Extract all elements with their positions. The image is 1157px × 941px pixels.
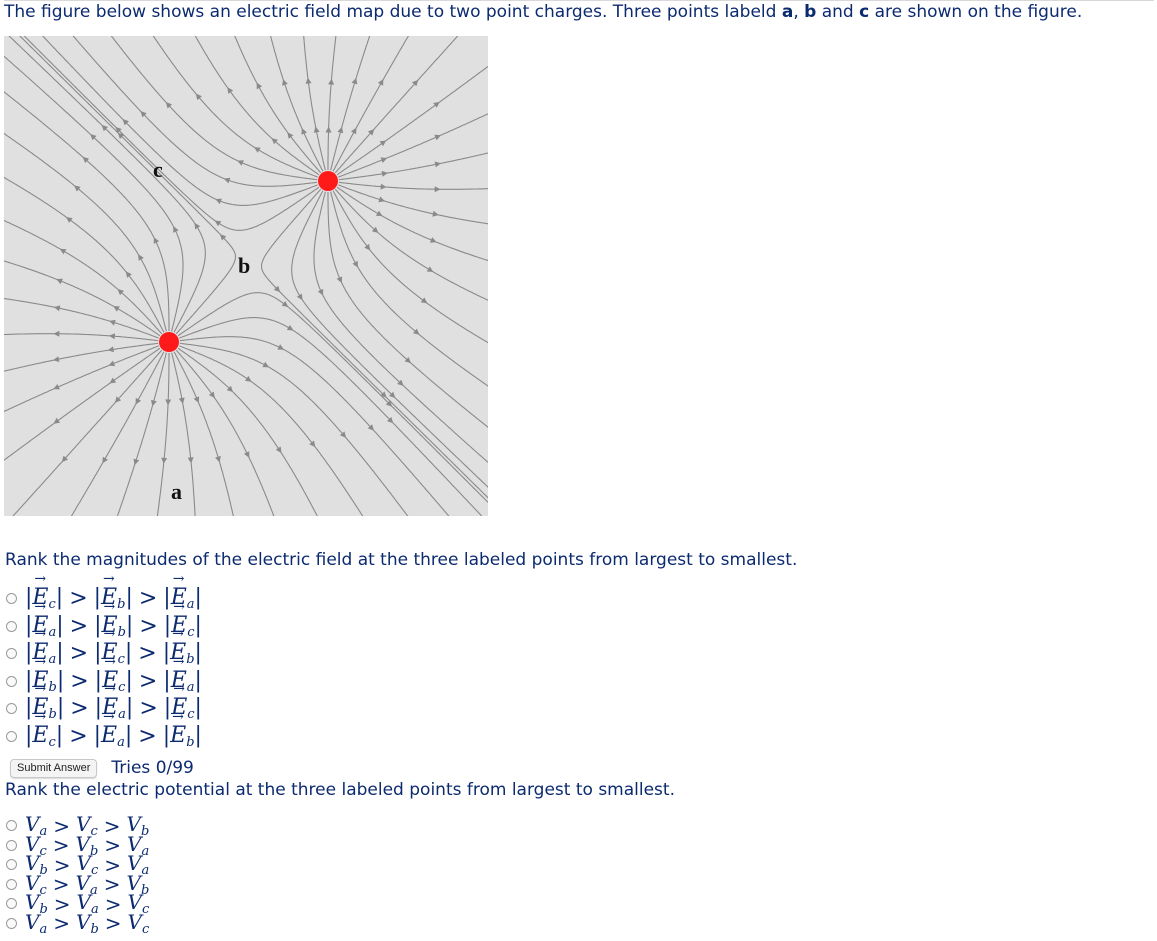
field-line [176,350,274,516]
part2-prompt: Rank the electric potential at the three labeled points from largest to smallest. [5,780,675,800]
abs-bar: | [124,722,133,748]
intro-point-b: b [804,2,817,22]
greater-than-symbol: > [69,586,88,612]
point-label-c: c [153,157,163,182]
subscript: b [186,652,195,668]
field-line [337,187,488,261]
potential-symbol: V [127,909,142,934]
subscript: c [39,843,47,859]
field-arrow [151,400,157,407]
part1-prompt: Rank the magnitudes of the electric field at the three labeled points from largest to smallest. [5,550,798,570]
abs-bar: | [93,722,102,748]
abs-bar: | [94,695,103,721]
greater-than-symbol: > [104,852,122,877]
radio-button[interactable] [6,879,17,890]
field-arrow [378,197,385,203]
radio-button[interactable] [6,840,17,851]
vector-symbol: → E [32,695,48,720]
charge-lower [159,332,179,352]
radio-button[interactable] [6,621,17,632]
abs-bar: | [25,612,33,638]
term-b [76,910,99,937]
abs-bar: | [194,640,202,666]
greater-than-symbol: > [138,668,158,694]
vector-symbol: → E [102,640,118,665]
field-line [333,191,488,344]
abs-bar: | [94,640,102,666]
field-line [4,260,160,336]
field-line [22,36,319,230]
field-arrow [224,178,231,184]
potential-symbol: V [75,870,90,895]
subscript: a [186,679,195,695]
greater-than-symbol: > [69,613,89,639]
field-arrow [53,331,59,337]
subscript: a [117,734,125,750]
greater-than-symbol: > [104,833,122,858]
subscript: c [118,679,126,695]
potential-symbol: V [126,812,141,837]
field-arrow [66,217,73,223]
potential-symbol: V [76,890,91,915]
abs-bar: | [55,722,64,748]
field-line [328,192,488,429]
field-arrow [432,211,439,217]
field-arrow [337,127,343,134]
field-line [157,353,169,516]
abs-bar: | [56,612,64,638]
field-arrow [433,102,440,108]
vector-symbol: → E [32,585,48,610]
vector-symbol: → E [101,723,117,748]
abs-bar: | [163,667,171,693]
field-line [304,36,326,170]
greater-than-symbol: > [70,668,89,694]
abs-bar: | [125,612,134,638]
field-line [4,176,164,332]
subscript: a [39,921,48,937]
intro-point-a: a [781,2,794,22]
field-arrow [314,126,320,132]
potential-symbol: V [25,870,40,895]
field-line [179,346,364,516]
field-line [338,113,488,177]
field-arrow [276,447,282,454]
field-arrow [326,127,332,133]
abs-bar: | [162,722,171,748]
field-line [17,36,235,334]
abs-bar: | [163,695,172,721]
field-line [116,353,166,516]
vector-symbol: → E [170,640,186,665]
subscript: b [140,882,150,898]
potential-symbol: V [126,870,141,895]
field-arrow [435,162,442,168]
greater-than-symbol: > [103,872,121,897]
field-arrow [287,132,293,139]
abs-bar: | [25,585,33,611]
subscript: a [48,624,57,640]
abs-bar: | [163,585,171,611]
potential-symbol: V [127,831,142,856]
vector-symbol: → E [32,668,48,693]
subscript: c [39,882,47,898]
field-arrow [245,376,252,382]
field-line [339,182,488,189]
potential-rank-option-6[interactable] [6,909,150,937]
radio-button[interactable] [6,820,17,831]
greater-than-symbol: > [53,891,71,916]
field-arrow [109,333,115,339]
field-line [40,36,317,205]
electric-field-map [4,36,488,516]
abs-bar: | [94,667,103,693]
subscript: c [141,902,150,918]
intro-text-1: The figure below shows an electric field map due to two point charges. Three points labeld [4,2,782,22]
abs-bar: | [55,585,64,611]
vector-symbol: → E [171,695,187,720]
vector-symbol: → E [171,613,187,638]
field-line [4,343,158,371]
field-arrow [108,346,114,352]
term-b [163,723,202,750]
field-arrow [306,78,312,84]
subscript: a [118,707,126,723]
field-line [4,54,183,332]
subscript: b [48,707,57,723]
field-line [234,36,321,173]
field-arrow [179,398,185,405]
field-line [178,348,318,516]
potential-symbol: V [76,851,91,876]
abs-bar: | [125,667,133,693]
potential-symbol: V [25,890,40,915]
field-arrow [282,301,289,307]
field-lines-canvas [4,36,488,516]
subscript: c [90,824,98,840]
greater-than-symbol: > [52,872,70,897]
field-line [4,219,162,334]
potential-symbol: V [25,909,40,934]
field-line [331,36,371,170]
charge-upper [318,171,338,191]
field-arrow [421,297,428,303]
greater-than-symbol: > [53,813,70,838]
field-line [4,90,169,331]
radio-button[interactable] [6,898,17,909]
radio-button[interactable] [6,918,17,929]
greater-than-symbol: > [103,813,121,838]
field-arrow [435,186,441,192]
intro-text-2: are shown on the figure. [869,2,1083,22]
greater-than-symbol: > [69,641,89,667]
field-arrow [53,356,59,362]
vector-symbol: → E [102,668,118,693]
abs-bar: | [163,612,172,638]
subscript: b [140,824,150,840]
potential-symbol: V [75,909,91,934]
greater-than-symbol: > [139,613,158,639]
radio-button[interactable] [6,703,17,714]
part1-options [6,585,202,750]
abs-bar: | [194,722,202,748]
field-line [4,298,159,338]
greater-than-symbol: > [52,833,70,858]
vector-symbol: → E [171,668,187,693]
vector-symbol: → E [32,613,48,638]
field-rank-option-6[interactable] [6,723,202,751]
subscript: b [117,624,126,640]
field-line [292,191,488,490]
abs-bar: | [162,640,171,666]
tries-counter: Tries 0/99 [111,758,194,778]
question-intro [4,0,1154,23]
subscript: a [186,597,195,613]
potential-symbol: V [25,812,40,837]
field-arrow [381,184,387,190]
subscript: c [91,863,99,879]
field-arrow [109,320,116,326]
abs-bar: | [194,667,202,693]
intro-comma: , [793,2,805,22]
submit-row [10,758,194,778]
subscript: b [117,597,126,613]
field-line [174,352,234,516]
vector-symbol: → E [171,585,187,610]
abs-bar: | [194,695,202,721]
intro-point-c: c [859,2,870,22]
field-arrow [209,392,215,399]
subscript: c [48,734,56,750]
submit-answer-button[interactable]: Submit Answer [10,759,97,778]
subscript: c [117,652,125,668]
subscript: a [39,824,48,840]
subscript: b [89,843,99,859]
abs-bar: | [194,585,202,611]
intro-and: and [816,2,860,22]
subscript: b [48,679,57,695]
potential-symbol: V [25,851,40,876]
term-c [128,910,150,937]
field-arrow [134,459,140,466]
vector-symbol: → E [102,613,118,638]
field-line [270,36,323,171]
subscript: b [39,863,48,879]
abs-bar: | [25,695,33,721]
field-line [339,152,488,179]
abs-bar: | [194,612,202,638]
abs-bar: | [25,722,33,748]
vector-symbol: → E [101,585,117,610]
field-line [335,36,460,173]
field-arrow [54,305,61,311]
greater-than-symbol: > [104,911,122,936]
field-line [180,343,409,516]
potential-symbol: V [75,812,91,837]
part2-options [6,812,150,937]
greater-than-symbol: > [53,852,71,877]
abs-bar: | [125,695,134,721]
radio-button[interactable] [6,676,17,687]
abs-bar: | [56,640,64,666]
abs-bar: | [25,640,33,666]
abs-bar: | [56,695,65,721]
field-arrow [215,221,222,227]
abs-bar: | [25,667,33,693]
greater-than-symbol: > [138,723,157,749]
field-line [314,192,488,465]
field-arrow [227,87,233,94]
potential-symbol: V [127,890,142,915]
greater-than-symbol: > [138,641,157,667]
subscript: a [89,882,98,898]
field-line [338,185,488,224]
subscript: a [141,863,150,879]
subscript: a [91,902,99,918]
subscript: c [187,707,195,723]
radio-button[interactable] [6,859,17,870]
field-arrow [110,378,117,384]
radio-button[interactable] [6,648,17,659]
field-arrow [126,271,132,278]
subscript: c [141,921,150,937]
subscript: c [48,597,56,613]
greater-than-symbol: > [69,723,88,749]
vector-symbol: → E [102,695,118,720]
field-arrow [54,418,61,424]
greater-than-symbol: > [138,586,158,612]
field-arrow [165,399,171,405]
abs-bar: | [125,585,133,611]
field-arrow [364,244,370,251]
abs-bar: | [124,640,133,666]
field-line [262,189,489,500]
point-label-b: b [238,253,251,278]
field-arrow [328,79,334,85]
greater-than-symbol: > [70,696,89,722]
field-line [7,36,206,332]
vector-symbol: → E [32,640,48,665]
term-c [25,723,63,750]
subscript: b [186,734,195,750]
field-arrow [380,140,387,146]
subscript: b [39,902,48,918]
field-line [328,36,336,170]
potential-symbol: V [127,851,142,876]
subscript: a [141,843,150,859]
subscript: a [48,652,57,668]
greater-than-symbol: > [104,891,122,916]
point-label-a: a [171,479,182,504]
field-line [4,334,158,341]
radio-button[interactable] [6,593,17,604]
subscript: b [90,921,99,937]
term-a [25,910,47,937]
radio-button[interactable] [6,731,17,742]
vector-symbol: → E [32,723,48,748]
potential-symbol: V [75,831,90,856]
vector-symbol: → E [170,723,186,748]
abs-bar: | [56,667,65,693]
term-a [94,723,133,750]
abs-bar: | [93,585,102,611]
field-line [335,189,488,301]
subscript: c [187,624,195,640]
field-line [194,36,319,175]
field-line [71,36,317,186]
greater-than-symbol: > [53,911,70,936]
field-arrow [282,79,288,86]
field-arrow [382,171,388,177]
field-arrow [309,441,315,448]
field-line [110,36,318,180]
potential-symbol: V [25,831,40,856]
greater-than-symbol: > [139,696,158,722]
abs-bar: | [94,612,102,638]
